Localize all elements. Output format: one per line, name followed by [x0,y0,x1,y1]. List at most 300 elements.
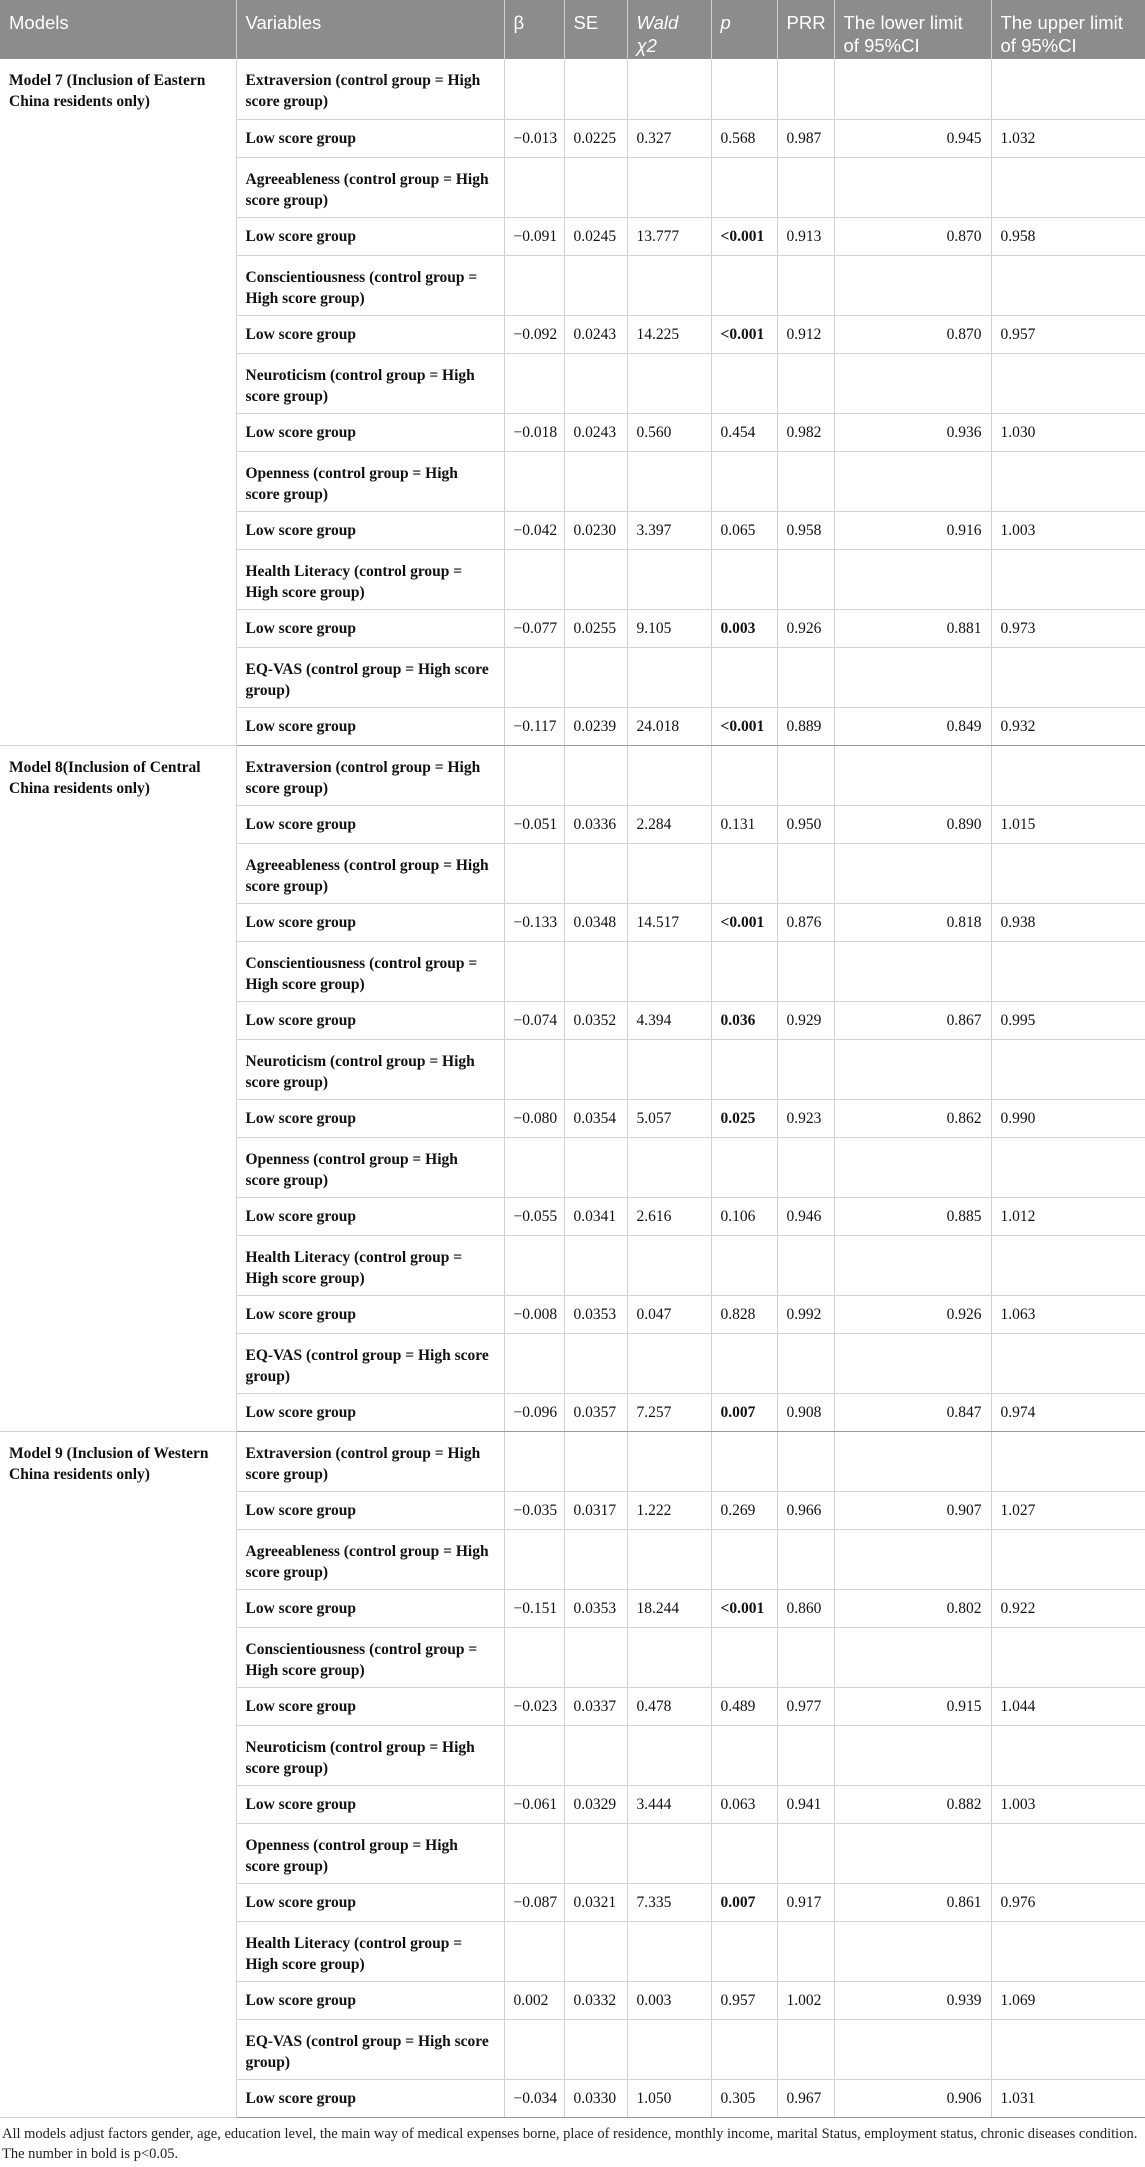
cell-p: 0.025 [711,1099,777,1137]
cell-lower: 0.881 [834,609,991,647]
empty-cell [711,745,777,805]
cell-upper: 0.995 [991,1001,1145,1039]
variable-name: Agreeableness (control group = High score group) [236,1529,504,1589]
empty-cell [627,59,711,119]
cell-wald: 2.616 [627,1197,711,1235]
cell-se: 0.0357 [564,1393,627,1431]
cell-upper: 0.938 [991,903,1145,941]
empty-cell [504,1529,564,1589]
cell-p: 0.063 [711,1785,777,1823]
group-label: Low score group [236,1785,504,1823]
empty-cell [711,157,777,217]
empty-cell [991,1431,1145,1491]
cell-lower: 0.847 [834,1393,991,1431]
cell-beta: −0.151 [504,1589,564,1627]
variable-name: Health Literacy (control group = High score group) [236,1235,504,1295]
variable-name: EQ-VAS (control group = High score group) [236,1333,504,1393]
cell-se: 0.0255 [564,609,627,647]
empty-cell [834,647,991,707]
cell-prr: 0.876 [777,903,834,941]
group-label: Low score group [236,1099,504,1137]
cell-p: 0.489 [711,1687,777,1725]
cell-se: 0.0330 [564,2079,627,2117]
cell-p: 0.106 [711,1197,777,1235]
group-label: Low score group [236,217,504,255]
empty-cell [777,1725,834,1785]
group-label: Low score group [236,119,504,157]
cell-beta: −0.087 [504,1883,564,1921]
variable-header-row [0,745,1145,805]
group-label: Low score group [236,805,504,843]
empty-cell [777,1137,834,1197]
cell-beta: −0.091 [504,217,564,255]
cell-upper: 1.003 [991,1785,1145,1823]
cell-lower: 0.906 [834,2079,991,2117]
table-footnote: All models adjust factors gender, age, education level, the main way of medical expenses borne, place of residence, monthly income, marital Status, employment status, chronic diseases condition. The number in bold is p<0.05. [2,2125,1138,2162]
cell-p: 0.568 [711,119,777,157]
empty-cell [991,1627,1145,1687]
cell-p: <0.001 [711,217,777,255]
cell-p: 0.269 [711,1491,777,1529]
cell-upper: 0.990 [991,1099,1145,1137]
empty-cell [627,1039,711,1099]
cell-beta: −0.096 [504,1393,564,1431]
empty-cell [991,451,1145,511]
cell-beta: −0.074 [504,1001,564,1039]
cell-beta: −0.051 [504,805,564,843]
empty-cell [777,1627,834,1687]
cell-se: 0.0243 [564,413,627,451]
cell-prr: 0.977 [777,1687,834,1725]
table-body [0,59,1145,2117]
empty-cell [564,1921,627,1981]
cell-upper: 1.063 [991,1295,1145,1333]
cell-wald: 3.397 [627,511,711,549]
cell-upper: 1.003 [991,511,1145,549]
cell-upper: 0.932 [991,707,1145,745]
variable-name: Conscientiousness (control group = High score group) [236,255,504,315]
empty-cell [711,59,777,119]
group-label: Low score group [236,1393,504,1431]
empty-cell [627,2019,711,2079]
cell-lower: 0.945 [834,119,991,157]
empty-cell [564,1137,627,1197]
cell-wald: 7.335 [627,1883,711,1921]
cell-prr: 0.889 [777,707,834,745]
cell-p: <0.001 [711,903,777,941]
cell-upper: 1.030 [991,413,1145,451]
cell-prr: 0.926 [777,609,834,647]
empty-cell [777,1235,834,1295]
cell-beta: −0.042 [504,511,564,549]
cell-beta: −0.092 [504,315,564,353]
cell-wald: 0.003 [627,1981,711,2019]
empty-cell [711,549,777,609]
empty-cell [711,1725,777,1785]
empty-cell [564,1039,627,1099]
cell-p: 0.007 [711,1393,777,1431]
cell-wald: 14.225 [627,315,711,353]
variable-name: Health Literacy (control group = High score group) [236,1921,504,1981]
cell-wald: 5.057 [627,1099,711,1137]
empty-cell [504,353,564,413]
cell-se: 0.0353 [564,1589,627,1627]
empty-cell [627,353,711,413]
group-label: Low score group [236,1883,504,1921]
empty-cell [991,1529,1145,1589]
cell-upper: 1.044 [991,1687,1145,1725]
empty-cell [627,549,711,609]
model-label: Model 9 (Inclusion of Western China residents only) [0,1431,236,2117]
empty-cell [991,157,1145,217]
cell-wald: 13.777 [627,217,711,255]
empty-cell [627,745,711,805]
cell-p: <0.001 [711,1589,777,1627]
cell-se: 0.0329 [564,1785,627,1823]
cell-wald: 0.560 [627,413,711,451]
cell-beta: −0.013 [504,119,564,157]
empty-cell [627,647,711,707]
cell-prr: 0.941 [777,1785,834,1823]
empty-cell [564,1333,627,1393]
cell-beta: −0.008 [504,1295,564,1333]
cell-upper: 1.031 [991,2079,1145,2117]
empty-cell [564,59,627,119]
cell-lower: 0.939 [834,1981,991,2019]
empty-cell [564,843,627,903]
header-upper-ci: The upper limit of 95%CI [991,0,1145,59]
empty-cell [834,157,991,217]
empty-cell [991,1235,1145,1295]
cell-lower: 0.867 [834,1001,991,1039]
empty-cell [991,941,1145,1001]
cell-beta: −0.077 [504,609,564,647]
cell-beta: −0.133 [504,903,564,941]
variable-header-row [0,1431,1145,1491]
cell-wald: 18.244 [627,1589,711,1627]
cell-prr: 0.958 [777,511,834,549]
empty-cell [504,157,564,217]
empty-cell [991,353,1145,413]
cell-p: 0.036 [711,1001,777,1039]
empty-cell [627,1235,711,1295]
group-label: Low score group [236,511,504,549]
empty-cell [711,1921,777,1981]
cell-se: 0.0317 [564,1491,627,1529]
group-label: Low score group [236,1589,504,1627]
empty-cell [627,157,711,217]
cell-wald: 0.047 [627,1295,711,1333]
empty-cell [991,1333,1145,1393]
cell-wald: 2.284 [627,805,711,843]
cell-beta: −0.034 [504,2079,564,2117]
empty-cell [991,745,1145,805]
empty-cell [504,1823,564,1883]
empty-cell [711,647,777,707]
cell-wald: 0.478 [627,1687,711,1725]
cell-wald: 0.327 [627,119,711,157]
empty-cell [564,549,627,609]
empty-cell [627,451,711,511]
empty-cell [504,1137,564,1197]
cell-upper: 1.032 [991,119,1145,157]
empty-cell [777,1823,834,1883]
empty-cell [991,1725,1145,1785]
header-se: SE [564,0,627,59]
empty-cell [504,1333,564,1393]
empty-cell [834,353,991,413]
empty-cell [504,1431,564,1491]
group-label: Low score group [236,1981,504,2019]
cell-se: 0.0321 [564,1883,627,1921]
group-label: Low score group [236,1295,504,1333]
variable-name: Agreeableness (control group = High score group) [236,157,504,217]
cell-p: 0.131 [711,805,777,843]
cell-se: 0.0243 [564,315,627,353]
empty-cell [777,1431,834,1491]
empty-cell [504,647,564,707]
cell-upper: 1.012 [991,1197,1145,1235]
empty-cell [991,1823,1145,1883]
cell-prr: 0.967 [777,2079,834,2117]
empty-cell [834,1137,991,1197]
cell-se: 0.0230 [564,511,627,549]
cell-se: 0.0239 [564,707,627,745]
empty-cell [711,2019,777,2079]
empty-cell [991,843,1145,903]
empty-cell [777,2019,834,2079]
cell-wald: 3.444 [627,1785,711,1823]
empty-cell [627,1431,711,1491]
empty-cell [711,1529,777,1589]
cell-se: 0.0245 [564,217,627,255]
cell-prr: 0.950 [777,805,834,843]
cell-prr: 0.912 [777,315,834,353]
empty-cell [564,2019,627,2079]
empty-cell [564,451,627,511]
cell-upper: 1.069 [991,1981,1145,2019]
empty-cell [777,1529,834,1589]
cell-wald: 1.222 [627,1491,711,1529]
empty-cell [991,549,1145,609]
cell-lower: 0.862 [834,1099,991,1137]
empty-cell [564,1235,627,1295]
cell-lower: 0.870 [834,315,991,353]
cell-wald: 7.257 [627,1393,711,1431]
cell-beta: −0.035 [504,1491,564,1529]
empty-cell [504,1725,564,1785]
empty-cell [991,255,1145,315]
cell-prr: 1.002 [777,1981,834,2019]
cell-lower: 0.885 [834,1197,991,1235]
variable-name: Extraversion (control group = High score group) [236,1431,504,1491]
empty-cell [564,745,627,805]
empty-cell [504,1235,564,1295]
group-label: Low score group [236,707,504,745]
empty-cell [711,353,777,413]
cell-lower: 0.861 [834,1883,991,1921]
cell-prr: 0.992 [777,1295,834,1333]
empty-cell [834,941,991,1001]
empty-cell [564,647,627,707]
empty-cell [834,451,991,511]
header-wald: Wald χ2 [627,0,711,59]
empty-cell [834,1333,991,1393]
cell-upper: 0.922 [991,1589,1145,1627]
group-label: Low score group [236,903,504,941]
cell-beta: −0.061 [504,1785,564,1823]
empty-cell [834,1921,991,1981]
variable-header-row [0,59,1145,119]
empty-cell [711,1039,777,1099]
empty-cell [991,647,1145,707]
header-beta: β [504,0,564,59]
cell-upper: 0.974 [991,1393,1145,1431]
empty-cell [504,1921,564,1981]
cell-se: 0.0341 [564,1197,627,1235]
header-p: p [711,0,777,59]
empty-cell [627,843,711,903]
cell-lower: 0.907 [834,1491,991,1529]
empty-cell [627,1725,711,1785]
header-prr: PRR [777,0,834,59]
cell-prr: 0.860 [777,1589,834,1627]
empty-cell [564,157,627,217]
cell-wald: 1.050 [627,2079,711,2117]
empty-cell [504,1627,564,1687]
group-label: Low score group [236,315,504,353]
cell-prr: 0.917 [777,1883,834,1921]
empty-cell [777,1333,834,1393]
cell-p: 0.454 [711,413,777,451]
cell-upper: 0.958 [991,217,1145,255]
empty-cell [627,255,711,315]
cell-prr: 0.913 [777,217,834,255]
empty-cell [564,353,627,413]
empty-cell [834,1039,991,1099]
cell-p: 0.957 [711,1981,777,2019]
empty-cell [777,941,834,1001]
empty-cell [504,843,564,903]
empty-cell [991,59,1145,119]
empty-cell [834,1725,991,1785]
empty-cell [777,1039,834,1099]
cell-p: 0.007 [711,1883,777,1921]
cell-lower: 0.926 [834,1295,991,1333]
variable-name: Agreeableness (control group = High score group) [236,843,504,903]
empty-cell [991,1137,1145,1197]
empty-cell [504,745,564,805]
empty-cell [504,941,564,1001]
empty-cell [991,2019,1145,2079]
cell-se: 0.0354 [564,1099,627,1137]
cell-se: 0.0336 [564,805,627,843]
empty-cell [777,549,834,609]
cell-lower: 0.818 [834,903,991,941]
empty-cell [711,1137,777,1197]
cell-se: 0.0348 [564,903,627,941]
variable-name: Conscientiousness (control group = High score group) [236,941,504,1001]
empty-cell [711,843,777,903]
empty-cell [711,1627,777,1687]
cell-p: <0.001 [711,315,777,353]
empty-cell [834,2019,991,2079]
cell-wald: 24.018 [627,707,711,745]
variable-name: Neuroticism (control group = High score group) [236,1725,504,1785]
header-variables: Variables [236,0,504,59]
table-header-row [0,0,1145,59]
empty-cell [991,1039,1145,1099]
cell-prr: 0.923 [777,1099,834,1137]
empty-cell [834,549,991,609]
empty-cell [504,549,564,609]
variable-name: EQ-VAS (control group = High score group) [236,647,504,707]
empty-cell [834,59,991,119]
cell-p: 0.828 [711,1295,777,1333]
variable-name: Openness (control group = High score group) [236,1137,504,1197]
cell-se: 0.0353 [564,1295,627,1333]
cell-prr: 0.982 [777,413,834,451]
empty-cell [504,59,564,119]
model-label: Model 8(Inclusion of Central China residents only) [0,745,236,1431]
empty-cell [564,1529,627,1589]
empty-cell [564,1627,627,1687]
empty-cell [991,1921,1145,1981]
cell-p: 0.065 [711,511,777,549]
cell-lower: 0.916 [834,511,991,549]
empty-cell [504,255,564,315]
cell-prr: 0.987 [777,119,834,157]
variable-name: EQ-VAS (control group = High score group) [236,2019,504,2079]
model-label: Model 7 (Inclusion of Eastern China residents only) [0,59,236,745]
empty-cell [834,1529,991,1589]
empty-cell [711,255,777,315]
empty-cell [711,451,777,511]
cell-se: 0.0225 [564,119,627,157]
empty-cell [564,941,627,1001]
empty-cell [627,1921,711,1981]
cell-upper: 0.957 [991,315,1145,353]
group-label: Low score group [236,609,504,647]
header-models: Models [0,0,236,59]
cell-lower: 0.915 [834,1687,991,1725]
cell-lower: 0.870 [834,217,991,255]
variable-name: Extraversion (control group = High score group) [236,745,504,805]
empty-cell [834,1823,991,1883]
cell-se: 0.0337 [564,1687,627,1725]
cell-prr: 0.908 [777,1393,834,1431]
cell-lower: 0.849 [834,707,991,745]
group-label: Low score group [236,1687,504,1725]
group-label: Low score group [236,1197,504,1235]
cell-lower: 0.890 [834,805,991,843]
cell-p: <0.001 [711,707,777,745]
variable-name: Openness (control group = High score group) [236,1823,504,1883]
group-label: Low score group [236,1001,504,1039]
group-label: Low score group [236,2079,504,2117]
group-label: Low score group [236,413,504,451]
cell-p: 0.003 [711,609,777,647]
cell-upper: 1.015 [991,805,1145,843]
empty-cell [627,1333,711,1393]
empty-cell [777,745,834,805]
empty-cell [504,451,564,511]
cell-wald: 14.517 [627,903,711,941]
empty-cell [711,1235,777,1295]
empty-cell [777,843,834,903]
empty-cell [834,255,991,315]
empty-cell [711,1431,777,1491]
